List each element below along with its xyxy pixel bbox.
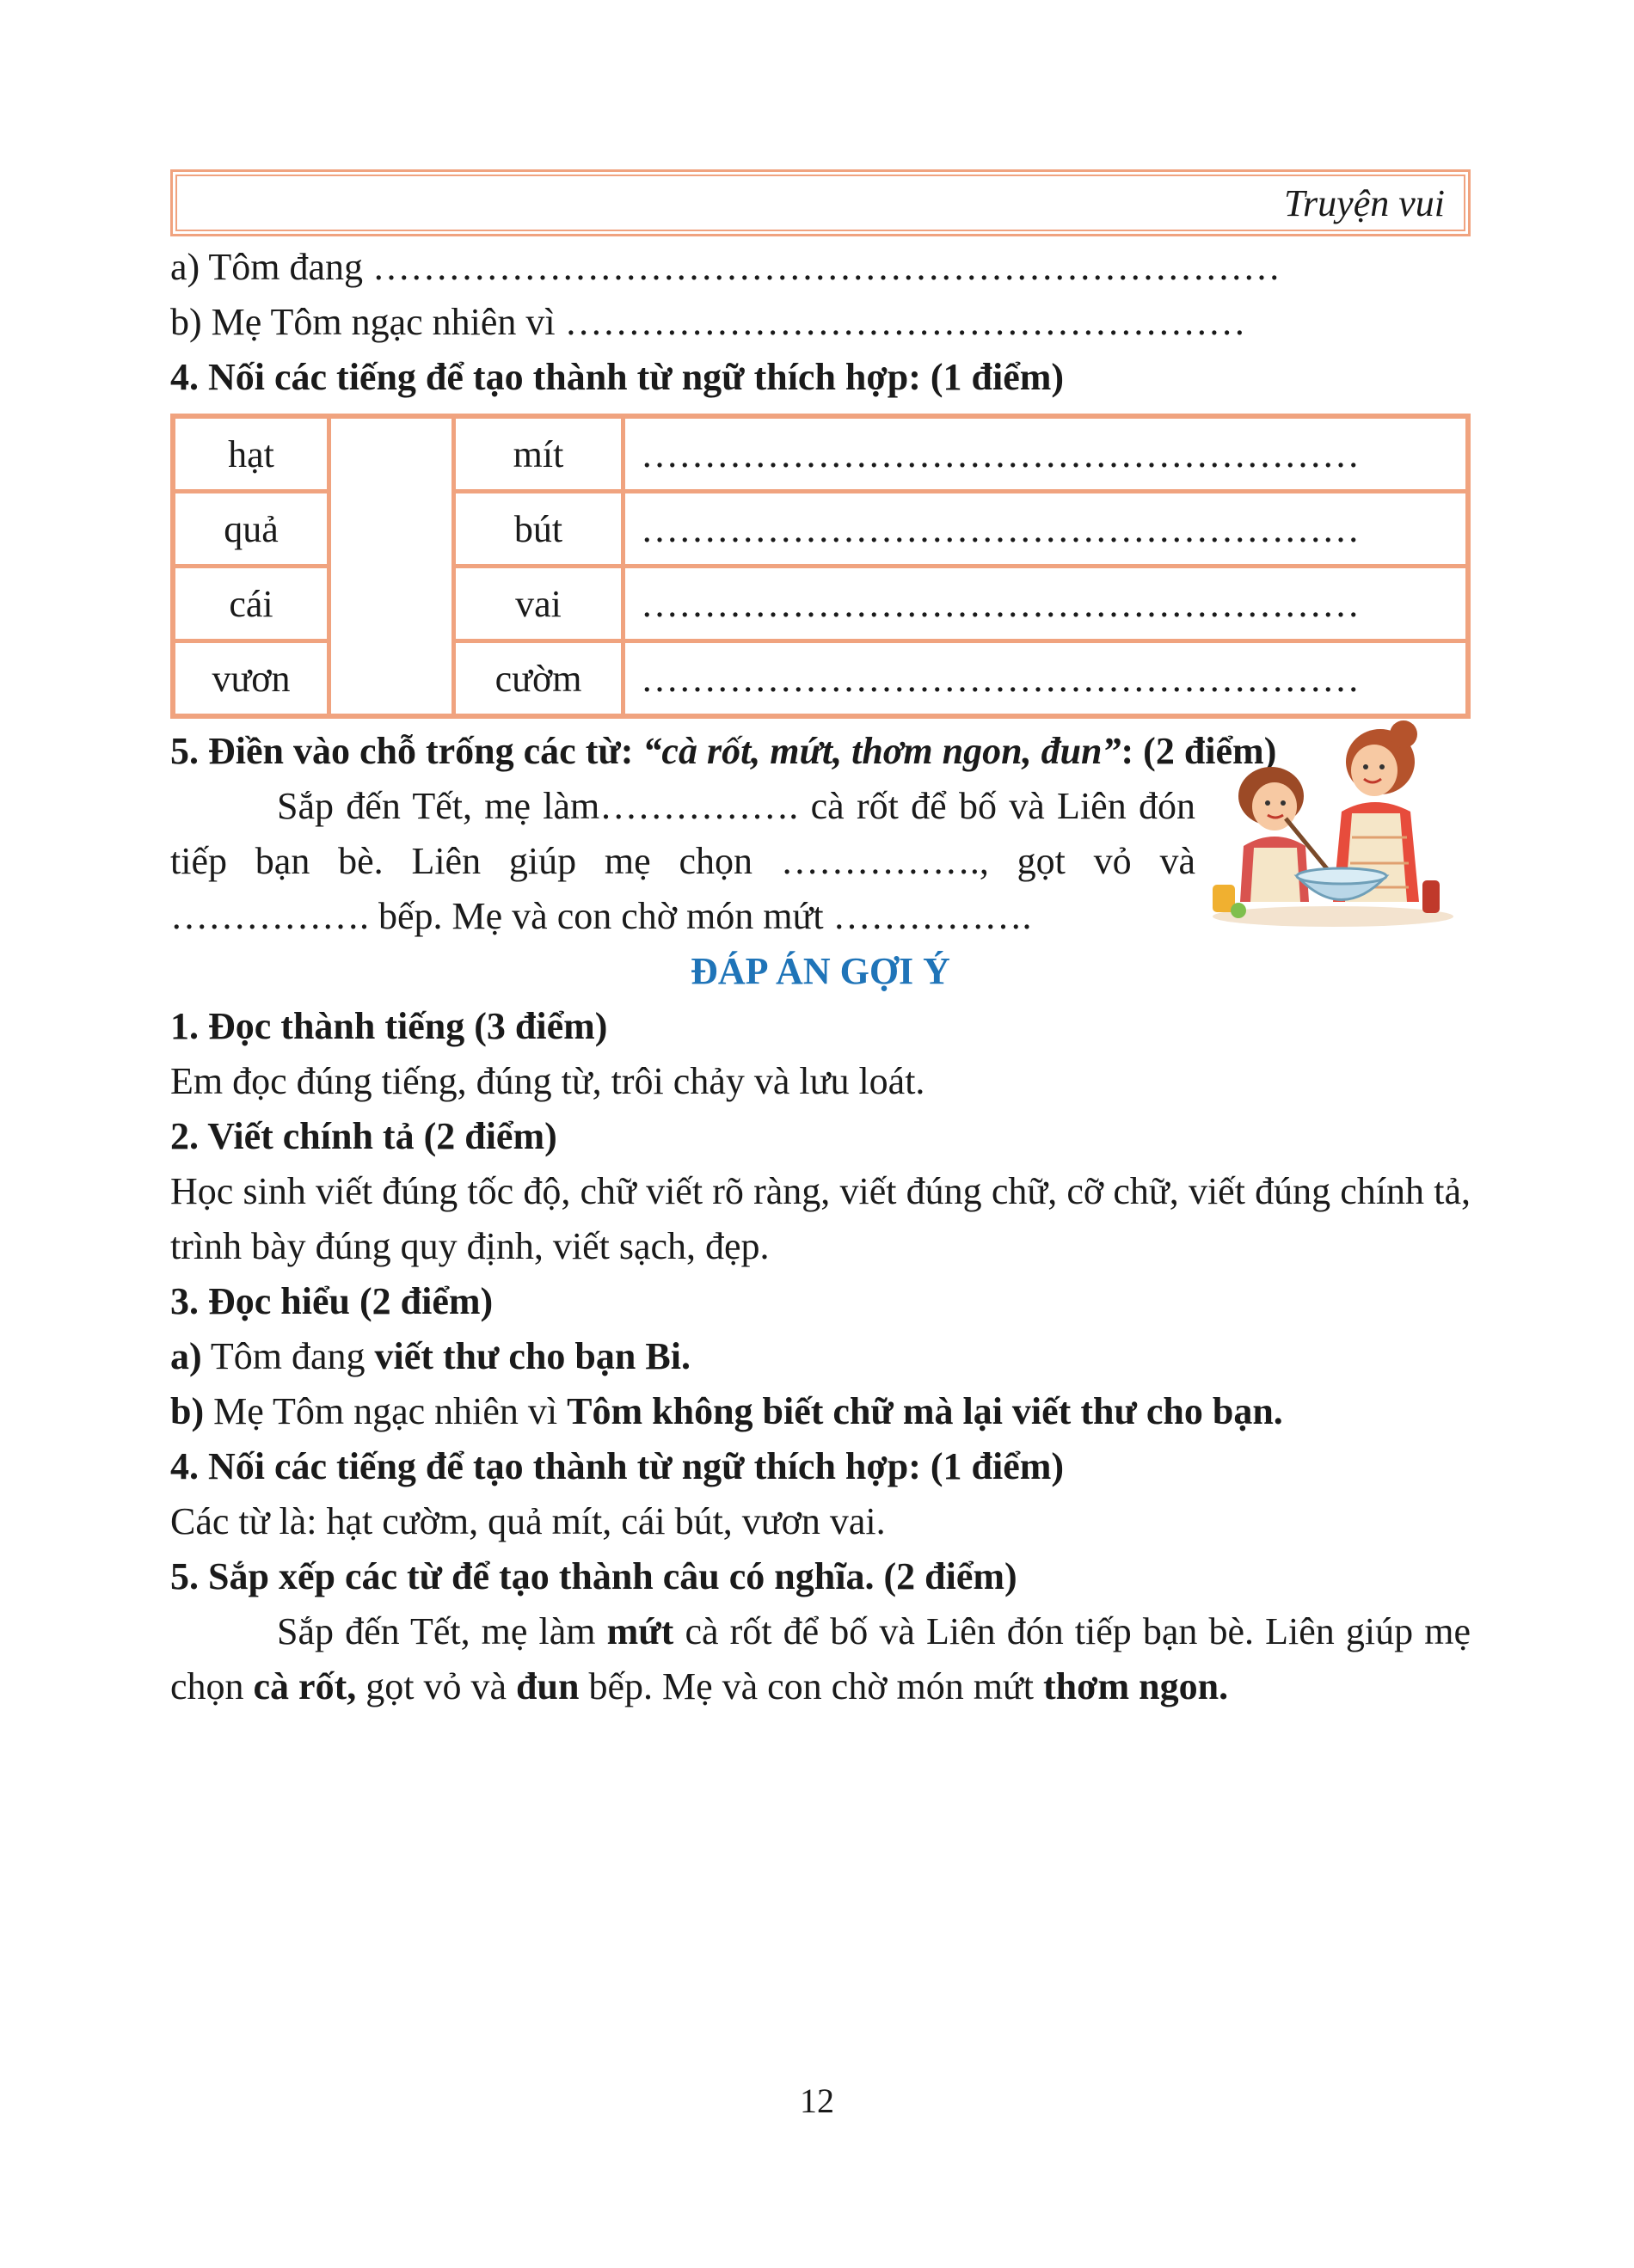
answer-blank: …………………………………………………	[624, 567, 1469, 641]
answer-3b-label: b)	[170, 1390, 205, 1432]
answer-3-title: 3. Đọc hiểu (2 điểm)	[170, 1280, 494, 1322]
right-word: cườm	[454, 641, 624, 717]
answer-3b	[170, 1384, 1471, 1439]
q4-title: 4. Nối các tiếng để tạo thành từ ngữ thích hợp: (1 điểm)	[170, 356, 1065, 398]
answer-3a-label: a)	[170, 1335, 202, 1377]
q3-line-b: b) Mẹ Tôm ngạc nhiên vì ………………………………………………	[170, 301, 1246, 343]
answer-5-title: 5. Sắp xếp các từ để tạo thành câu có nghĩa. (2 điểm)	[170, 1555, 1017, 1597]
answer-5-part: bếp. Mẹ và con chờ món mứt	[579, 1665, 1043, 1707]
q3-line-a: a) Tôm đang ………………………………………………………………	[170, 246, 1281, 288]
answer-2-title: 2. Viết chính tả (2 điểm)	[170, 1115, 557, 1157]
answer-5-word: thơm ngon.	[1043, 1665, 1229, 1707]
answer-5-part: gọt vỏ và	[356, 1665, 517, 1707]
answer-4-title: 4. Nối các tiếng để tạo thành từ ngữ thích hợp: (1 điểm)	[170, 1445, 1065, 1487]
q5-title-post: : (2 điểm)	[1121, 730, 1277, 772]
q5-title-words: “cà rốt, mứt, thơm ngon, đun”	[642, 730, 1121, 772]
answer-2-text: Học sinh viết đúng tốc độ, chữ viết rõ ràng, viết đúng chữ, cỡ chữ, viết đúng chính tả, trình bày đúng quy định, viết sạch, đẹp.	[170, 1170, 1471, 1267]
right-word: vai	[454, 567, 624, 641]
answer-5-part: cà rốt để bố và Liên đón tiếp bạn bè. Liên giúp mẹ chọn	[170, 1610, 1471, 1707]
page-number: 12	[800, 2081, 834, 2120]
answer-3a-bold: viết thư cho bạn Bi.	[374, 1335, 691, 1377]
right-word: mít	[454, 416, 624, 492]
mother-child-cooking-illustration	[1204, 717, 1453, 932]
answer-5-word: đun	[516, 1665, 580, 1707]
answer-3b-pre: Mẹ Tôm ngạc nhiên vì	[204, 1390, 568, 1432]
answer-5-text	[170, 1604, 1471, 1714]
answer-5-word: cà rốt,	[253, 1665, 357, 1707]
answer-3a-pre: Tôm đang	[201, 1335, 375, 1377]
left-word: cái	[173, 567, 329, 641]
header-box	[170, 169, 1471, 236]
answer-1-title: 1. Đọc thành tiếng (3 điểm)	[170, 1005, 608, 1047]
answer-3a	[170, 1329, 1471, 1384]
answer-blank: …………………………………………………	[624, 492, 1469, 567]
page-content	[170, 169, 1471, 1714]
answers-title: ĐÁP ÁN GỢI Ý	[691, 950, 950, 992]
left-word: vươn	[173, 641, 329, 717]
left-word: hạt	[173, 416, 329, 492]
answer-blank: …………………………………………………	[624, 416, 1469, 492]
answer-5-word: mứt	[606, 1610, 674, 1652]
header-label: Truyện vui	[175, 175, 1465, 231]
answer-blank: …………………………………………………	[624, 641, 1469, 717]
q5-title-pre: 5. Điền vào chỗ trống các từ:	[170, 730, 643, 772]
q5-fill-text: Sắp đến Tết, mẹ làm……………. cà rốt để bố và Liên đón tiếp bạn bè. Liên giúp mẹ chọn ……………., gọt vỏ và ……………. bếp. Mẹ và con chờ món mứt …………….	[170, 785, 1195, 937]
left-word: quả	[173, 492, 329, 567]
answer-4-text: Các từ là: hạt cườm, quả mít, cái bút, vươn vai.	[170, 1500, 886, 1542]
right-word: bút	[454, 492, 624, 567]
connector-gap	[329, 416, 454, 716]
answer-3b-bold: Tôm không biết chữ mà lại viết thư cho bạn.	[567, 1390, 1283, 1432]
answer-1-text: Em đọc đúng tiếng, đúng từ, trôi chảy và lưu loát.	[170, 1060, 925, 1102]
matching-table	[170, 414, 1471, 719]
answer-5-part: Sắp đến Tết, mẹ làm	[277, 1610, 607, 1652]
q5-fill-block	[170, 779, 1471, 944]
table-row	[173, 416, 1468, 492]
